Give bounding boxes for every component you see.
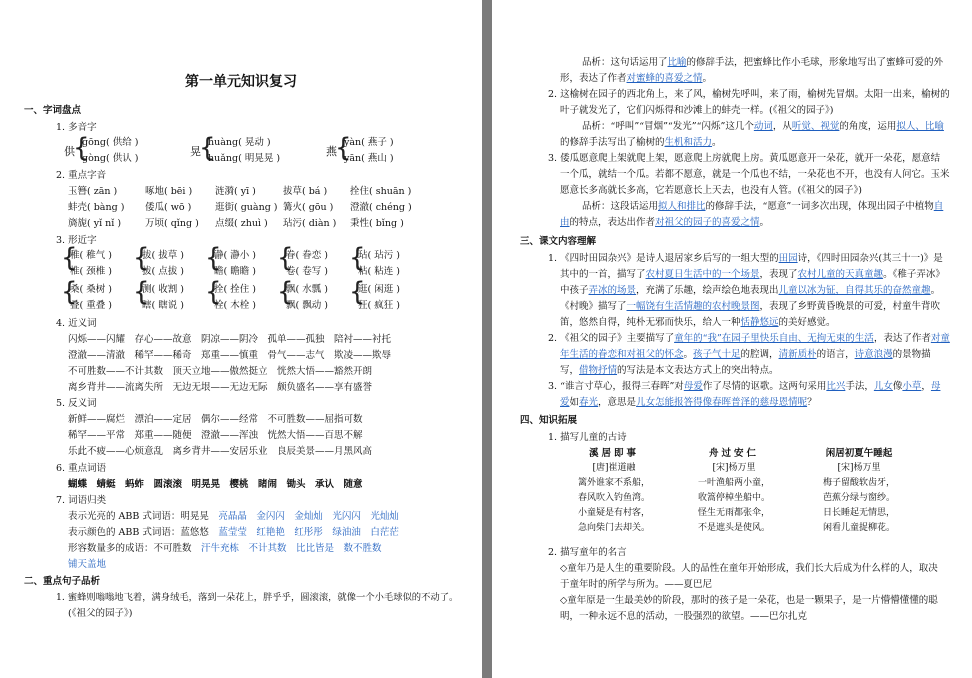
word-pinyin: 玉簪( zān ): [68, 186, 118, 197]
brace: {: [335, 133, 352, 163]
poem-line: 闲看儿童捉柳花。: [822, 523, 895, 533]
answer-words: 亮晶晶 金闪闪 金灿灿 光闪闪 光灿灿: [218, 511, 399, 522]
text: 的语言，: [816, 349, 855, 360]
word-pinyin: 玷污( diàn ): [283, 218, 337, 229]
char-pair: 瞎( 瞎说 ): [142, 300, 184, 311]
quote-line: ◇童年原是一生最美妙的阶段，那时的孩子是一朵花，也是一颗果子，是一片懵懵懂懂的聪: [560, 595, 938, 606]
page-title: 第一单元知识复习: [185, 74, 297, 90]
text: ，表现了: [759, 269, 798, 280]
answer-words: 铺天盖地: [68, 559, 107, 570]
poem: [554, 446, 674, 536]
word-list: 澄澈——清澈 稀罕——稀奇 郑重——慎重 骨气——志气 欺凌——欺辱: [68, 350, 392, 361]
answer: 小草: [902, 381, 922, 392]
char-pair: 拔( 拔草 ): [142, 250, 184, 261]
answer: 诗意浪漫: [854, 349, 893, 360]
answer: 弄冰的场景: [588, 285, 637, 296]
text: 。: [930, 285, 941, 296]
char-pair: 叠( 重叠 ): [70, 300, 112, 311]
poem: [794, 446, 924, 536]
text: 。: [712, 137, 722, 148]
word-list: 乐此不疲——心烦意乱 离乡背井——安居乐业 良辰美景——月黑风高: [68, 446, 373, 457]
sentence: 愿意长多高就长多高，它若愿意长上天去，也没有人管。(《祖父的园子》): [560, 185, 862, 196]
word-pinyin: 拔草( bá ): [283, 186, 328, 197]
subsection-heading: 2. 描写童年的名言: [548, 547, 627, 558]
text: 的修辞手法，把蜜蜂比作小毛球，形象地写出了蜜蜂可爱的外: [686, 57, 944, 68]
paragraph-line: [560, 348, 931, 361]
category-label: [68, 510, 399, 523]
polyphonic-char: 晃: [190, 145, 201, 158]
text: ，充满了乐趣，绘声绘色地表现出: [636, 285, 779, 296]
char-pair: 狂( 疯狂 ): [358, 300, 400, 311]
answer: 农村儿童的天真童趣: [797, 269, 884, 280]
word-pinyin: 秉性( bǐng ): [350, 218, 404, 229]
answer: 母: [930, 381, 941, 392]
text: 作了尽情的讴歌。这两句采用: [702, 381, 827, 392]
text: 形，表达了作者: [560, 73, 627, 84]
answer: 一幅饶有生活情趣的农村晚景图: [626, 301, 760, 312]
word-list: 蝴蝶 蜻蜓 蚂蚱 圆滚滚 明晃晃 樱桃 睹闹 锄头 承认 随意: [68, 479, 363, 490]
answer: 动词: [753, 121, 773, 132]
poem: [674, 446, 794, 536]
answer: 田园: [778, 253, 798, 264]
word-pinyin: 点缀( zhuì ): [215, 218, 268, 229]
pinyin-entry: huǎng( 明晃晃 ): [208, 153, 281, 164]
subsection-heading: 3. 形近字: [56, 235, 97, 246]
answer: 儿童以冰为钲，自得其乐的奋然童趣: [778, 285, 931, 296]
text: 的修辞手法写出了榆树的: [560, 137, 665, 148]
subsection-heading: 7. 词语归类: [56, 495, 107, 506]
pinyin-entry: gòng( 供认 ): [82, 153, 139, 164]
text: 的特点，表达出作者: [569, 217, 656, 228]
analysis: [560, 136, 722, 149]
answer: 农村夏日生活中的一个场景: [645, 269, 760, 280]
left-page: [0, 0, 482, 678]
answer: 年生活的眷恋和对祖父的怀念: [560, 349, 684, 360]
poem-line: 急向柴门去却关。: [577, 523, 650, 533]
answer: 孩子气十足: [693, 349, 741, 360]
answer: 母爱: [683, 381, 703, 392]
poem-author: [唐]崔道融: [592, 463, 636, 473]
answer: 比兴: [826, 381, 846, 392]
brace: {: [205, 243, 222, 273]
brace: {: [73, 133, 90, 163]
analysis: [582, 120, 944, 133]
text: 《村晚》描写了: [560, 301, 627, 312]
text: ，从: [772, 121, 792, 132]
poem-author: [宋]杨万里: [837, 463, 881, 473]
answer: 自: [933, 201, 944, 212]
char-pair: 稚( 稚气 ): [70, 250, 112, 261]
text: 笛，悠然自得，纯朴无邪而快乐，给人一种: [560, 317, 741, 328]
paragraph-line: [548, 332, 950, 345]
text: 像: [892, 381, 903, 392]
section-heading: 二、重点句子品析: [24, 576, 101, 587]
analysis: [560, 216, 769, 229]
word-pinyin: 万顷( qǐng ): [145, 218, 199, 229]
subsection-heading: 1. 描写儿童的古诗: [548, 432, 627, 443]
answer: 生机和活力: [664, 137, 713, 148]
char-pair: 逛( 闲逛 ): [358, 284, 400, 295]
category-label: [68, 526, 399, 539]
text: 的腔调，: [740, 349, 779, 360]
char-pair: 眷( 眷恋 ): [286, 250, 328, 261]
paragraph-line: [560, 268, 945, 281]
poem-title: 舟过安仁: [708, 448, 759, 459]
text: ，意思是: [598, 397, 637, 408]
text: 品析：“呼叫”“冒烟”“发光”“闪烁”这几个: [582, 121, 754, 132]
text: 的美好感觉。: [778, 317, 836, 328]
char-pair: 桑( 桑树 ): [70, 284, 112, 295]
text: 。《稚子弄冰》: [883, 269, 945, 280]
text: 的修辞手法，“愿意”一词多次出现，体现出园子中植物: [705, 201, 934, 212]
answer: 春光: [579, 397, 599, 408]
text: 。: [702, 73, 713, 84]
pinyin-entry: yān( 燕山 ): [344, 153, 394, 164]
char-pair: 椎( 颈椎 ): [70, 266, 112, 277]
word-list: 闪烁——闪耀 存心——故意 阴凉——阴冷 孤单——孤独 陪衬——衬托: [68, 334, 392, 345]
analysis: [582, 56, 943, 69]
sentence: 一个瓜，就结一个瓜。若都不愿意，就是一个瓜也不结，一朵花也不开，也没有人问它。玉米: [560, 169, 950, 180]
answer-words: 汗牛充栋 不计其数 比比皆是 数不胜数: [201, 543, 382, 554]
brace: {: [133, 277, 150, 307]
poem-line: 春风吹入钓鱼湾。: [577, 493, 650, 503]
answer: 清新质朴: [778, 349, 817, 360]
answer: 爱: [560, 397, 570, 408]
brace: {: [133, 243, 150, 273]
brace: {: [349, 243, 366, 273]
pinyin-entry: yàn( 燕子 ): [344, 137, 394, 148]
category-label-text: 表示颜色的 ABB 式词语：蓝悠悠: [68, 527, 209, 538]
answer: 比喻: [667, 57, 687, 68]
brace: {: [199, 133, 216, 163]
text: 手法，: [845, 381, 874, 392]
word-pinyin: 拴住( shuān ): [350, 186, 412, 197]
section-heading: 三、课文内容理解: [520, 236, 597, 247]
subsection-heading: 4. 近义词: [56, 318, 97, 329]
sentence: 1. 蜜蜂则嗡嗡地飞着，满身绒毛，落到一朵花上，胖乎乎，圆滚滚，就像一个小毛球似的不动了。: [56, 592, 459, 603]
subsection-heading: 1. 多音字: [56, 122, 97, 133]
char-pair: 拔( 点拔 ): [142, 266, 184, 277]
word-pinyin: 逛街( guàng ): [215, 202, 278, 213]
poem-line: 芭蕉分绿与窗纱。: [822, 493, 895, 503]
poem-line: 小童疑是有村客，: [577, 508, 650, 518]
char-pair: 粘( 粘连 ): [358, 266, 400, 277]
paragraph-line: [560, 364, 779, 377]
text: 的角度，运用: [839, 121, 897, 132]
char-pair: 测( 收割 ): [142, 284, 184, 295]
poem-line: 收篙停棹坐船中。: [697, 493, 770, 503]
brace: {: [61, 243, 78, 273]
subsection-heading: 5. 反义词: [56, 398, 97, 409]
quote-line: ◇童年乃是人生的重要阶段。人的品性在童年开始形成，我们长大后成为什么样的人，取决: [560, 563, 938, 574]
paragraph-line: [560, 284, 940, 297]
text: 的景物描: [892, 349, 931, 360]
poem-line: 日长睡起无情思，: [822, 508, 895, 518]
text: ，: [921, 381, 931, 392]
subsection-heading: 6. 重点词语: [56, 463, 107, 474]
text: ，表达了作者: [873, 333, 931, 344]
poem-title: 闲居初夏午睡起: [825, 448, 893, 459]
word-pinyin: 倭瓜( wō ): [145, 202, 192, 213]
poem-line: 怪生无雨都张伞，: [697, 508, 770, 518]
word-pinyin: 啄地( bēi ): [145, 186, 193, 197]
answer: 拟人和排比: [658, 201, 706, 212]
text: 如: [569, 397, 580, 408]
char-pair: 卷( 卷写 ): [286, 266, 328, 277]
answer: 童年的“我”在园子里快乐自由、无拘无束的生活: [674, 333, 874, 344]
text: 诗，《四时田园杂兴(其三十一)》是: [797, 253, 943, 264]
subsection-heading: 2. 重点字音: [56, 170, 107, 181]
paragraph-line: [548, 252, 943, 265]
text: 其中的一首，描写了: [560, 269, 646, 280]
text: 。: [759, 217, 770, 228]
text: 品析：这句话运用了: [582, 57, 668, 68]
answer: 拟人、比喻: [896, 121, 944, 132]
char-pair: 玷( 玷污 ): [358, 250, 400, 261]
category-label-text: 表示光亮的 ABB 式词语：明晃晃: [68, 511, 209, 522]
poem-line: 梅子留酸软齿牙，: [822, 478, 895, 488]
char-pair: 拴( 拴住 ): [214, 284, 256, 295]
brace: {: [277, 243, 294, 273]
text: 3. “谁言寸草心，报得三春晖”对: [548, 381, 684, 392]
brace: {: [349, 277, 366, 307]
sentence: 2. 这榆树在园子的西北角上，来了风，榆树先呼叫，来了雨，榆树先冒烟。太阳一出来，榆树的: [548, 89, 950, 100]
char-pair: 瀞( 瀞小 ): [214, 250, 256, 261]
poem-line: 不是遮头是使风。: [697, 523, 770, 533]
brace: {: [277, 277, 294, 307]
word-list: 离乡背井——流离失所 无边无垠——无边无际 颇负盛名——享有盛誉: [68, 382, 373, 393]
pinyin-entry: gōng( 供给 ): [82, 137, 139, 148]
paragraph-line: [560, 300, 940, 313]
char-pair: 瞻( 瞻瞻 ): [214, 266, 256, 277]
word-pinyin: 旖旎( yǐ nǐ ): [68, 218, 122, 229]
word-list: 不可胜数——不计其数 顶天立地——傲然挺立 恍然大悟——豁然开朗: [68, 366, 373, 377]
category-label: [68, 542, 382, 555]
answer: 恬静悠远: [740, 317, 779, 328]
source: (《祖父的园子》): [68, 608, 133, 619]
paragraph-line: [560, 316, 836, 329]
analysis: [582, 200, 943, 213]
right-page: [492, 0, 972, 678]
answer-words: 蓝莹莹 红艳艳 红彤彤 绿油油 白茫茫: [218, 527, 399, 538]
brace: {: [205, 277, 222, 307]
category-label-text: 形容数量多的成语：不可胜数: [68, 543, 192, 554]
answer: 听觉、视觉: [791, 121, 840, 132]
char-pair: 栓( 木栓 ): [214, 300, 256, 311]
answer: 借物抒情: [579, 365, 618, 376]
section-heading: 四、知识拓展: [520, 415, 578, 426]
answer: 儿女怎能报答得像春晖普泽的慈母恩情呢: [636, 397, 808, 408]
polyphonic-char: 燕: [326, 145, 337, 158]
poem-author: [宋]杨万里: [712, 463, 756, 473]
text: 2. 《祖父的园子》主要描写了: [548, 333, 675, 344]
polyphonic-char: 供: [64, 145, 75, 158]
text: 的写法是本文表达方式上的突出特点。: [617, 365, 779, 376]
answer: 对祖父的园子的喜爱之情: [655, 217, 760, 228]
paragraph-line: [548, 380, 940, 393]
word-pinyin: 涟漪( yī ): [215, 186, 256, 197]
poem-line: 篱外谁家不系船，: [577, 478, 650, 488]
text: 。: [683, 349, 694, 360]
text: 写，: [560, 365, 580, 376]
brace: {: [61, 277, 78, 307]
sentence: 3. 倭瓜愿意爬上架就爬上架，愿意爬上房就爬上房。黄瓜愿意开一朵花，就开一朵花，愿意结: [548, 153, 941, 164]
answer: 由: [560, 217, 570, 228]
answer: 对童: [930, 333, 950, 344]
word-pinyin: 澄澈( chéng ): [350, 202, 412, 213]
word-list: 新鲜——腐烂 漂泊——定居 偶尔——经常 不可胜数——屈指可数: [68, 414, 363, 425]
quote-line: 明，一种永远不息的活动，一股强烈的欲望。——巴尔扎克: [560, 611, 808, 622]
char-pair: 飘( 飘动 ): [286, 300, 328, 311]
analysis: [560, 72, 712, 85]
text: ，表现了乡野黄昏晚景的可爱，村童牛背吹: [759, 301, 941, 312]
answer: 对蜜蜂的喜爱之情: [626, 73, 703, 84]
paragraph-line: [560, 396, 817, 409]
text: 品析：这段话运用: [582, 201, 659, 212]
text: ？: [807, 397, 817, 408]
pinyin-entry: huàng( 晃动 ): [208, 137, 271, 148]
sentence: 叶子就发光了，它们闪烁得和沙滩上的蚌壳一样。(《祖父的园子》): [560, 105, 834, 116]
text: 中孩子: [560, 285, 589, 296]
poem-title: 溪居即事: [588, 448, 639, 459]
char-pair: 飘( 水瓢 ): [286, 284, 328, 295]
word-list: 稀罕——平常 郑重——随便 澄澈——浑浊 恍然大悟——百思不解: [68, 430, 363, 441]
word-pinyin: 蚌壳( bàng ): [68, 202, 125, 213]
answer: 儿女: [873, 381, 893, 392]
text: 1. 《四时田园杂兴》是诗人退居家乡后写的一组大型的: [548, 253, 779, 264]
quote-line: 于童年时的所学与所为。——夏巴尼: [560, 579, 713, 590]
poem-line: 一叶渔船两小童，: [697, 478, 770, 488]
word-pinyin: 篝火( gōu ): [283, 202, 334, 213]
section-heading: 一、字词盘点: [24, 105, 82, 116]
